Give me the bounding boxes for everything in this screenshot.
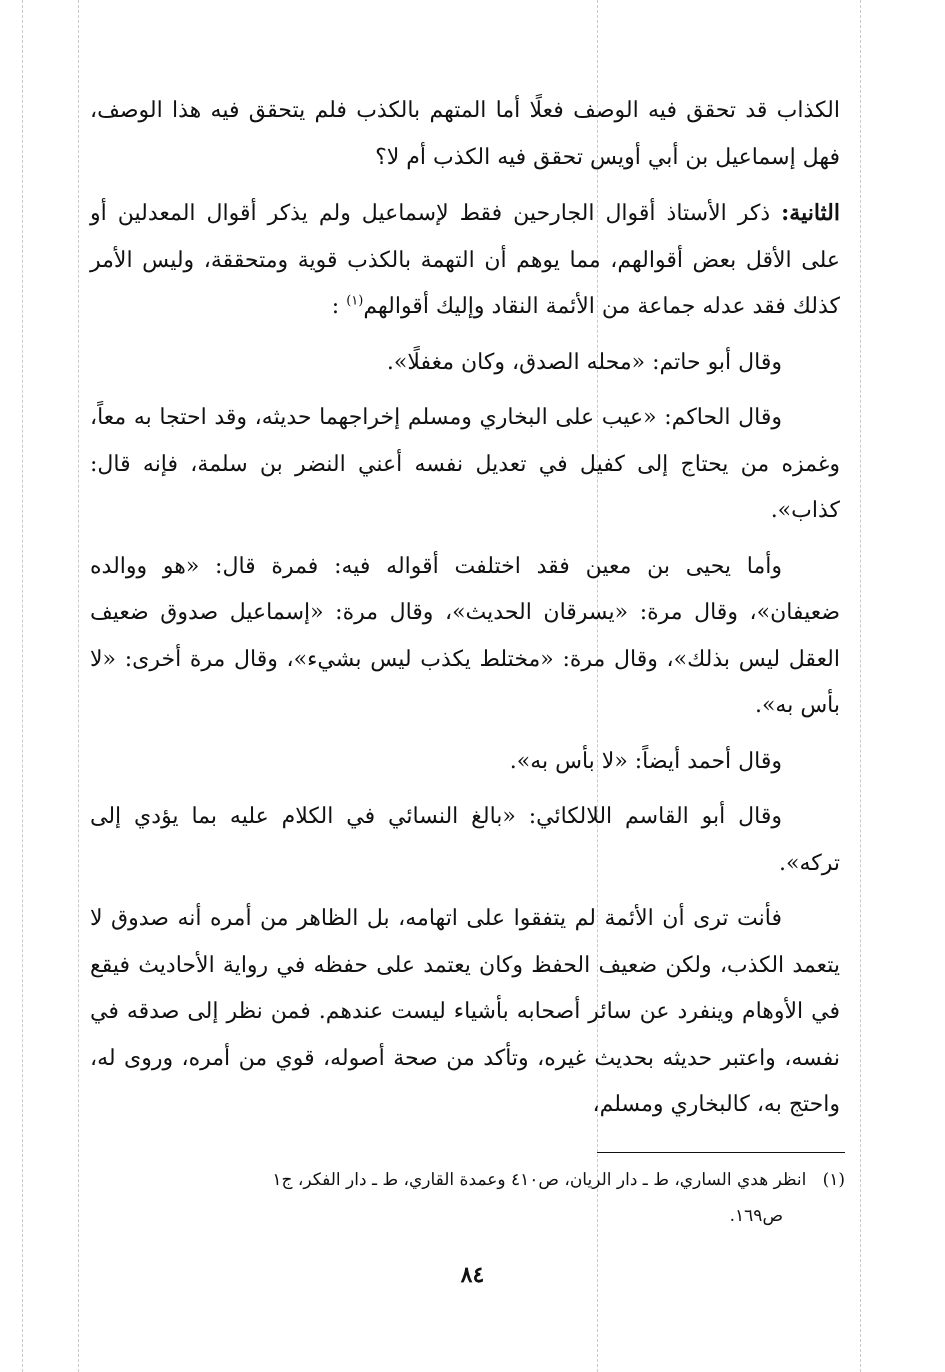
paragraph-ahmad: وقال أحمد أيضاً: «لا بأس به». (509, 748, 782, 774)
margin-guide (860, 0, 861, 1372)
footnote-marker: (١) (822, 1170, 845, 1190)
footnote-line-1: انظر هدي الساري، ط ـ دار الريان، ص٤١٠ وعمدة القاري، ط ـ دار الفكر، ج١ (272, 1170, 807, 1190)
footnote-line-2: ص١٦٩. (729, 1206, 783, 1226)
paragraph-abu-hatim: وقال أبو حاتم: «محله الصدق، وكان مغفلًا». (386, 349, 782, 375)
paragraph-1: الكذاب قد تحقق فيه الوصف فعلًا أما المتهم بالكذب فلم يتحقق فيه هذا الوصف، فهل إسماعيل بن أبي أويس تحقق فيه الكذب أم لا؟ (90, 98, 840, 170)
second-point-lead: الثانية: (781, 200, 840, 226)
margin-guide (22, 0, 23, 1372)
footnote-separator (597, 1152, 845, 1153)
footnote (90, 1162, 845, 1234)
footnote-reference[interactable]: (١) (346, 293, 364, 309)
second-point-text: ذكر الأستاذ أقوال الجارحين فقط لإسماعيل ولم يذكر أقوال المعدلين أو على الأقل بعض أقوالهم، مما يوهم أن التهمة بالكذب قوية ومتحققة، وليس الأمر كذلك فقد عدله جماعة من الأئمة النقاد وإليك أقوالهم (90, 201, 840, 319)
paragraph-second-point (90, 190, 840, 331)
page-number: ٨٤ (460, 1262, 485, 1288)
second-point-tail: : (331, 294, 340, 319)
main-text (90, 88, 840, 1138)
paragraph-ibn-main: وأما يحيى بن معين فقد اختلفت أقواله فيه: فمرة قال: «هو ووالده ضعيفان»، وقال مرة: «يسرقان الحديث»، وقال مرة: «إسماعيل صدوق ضعيف العقل ليس بذلك»، وقال مرة: «مختلط يكذب ليس بشيء»، وقال مرة أخرى: «لا بأس به». (90, 553, 840, 718)
paragraph-conclusion: فأنت ترى أن الأئمة لم يتفقوا على اتهامه، بل الظاهر من أمره أنه صدوق لا يتعمد الكذب، ولكن ضعيف الحفظ وكان يعتمد على حفظه في رواية الأحاديث فيقع في الأوهام وينفرد عن سائر أصحابه بأشياء ليست عندهم. فمن نظر إلى صدقه في نفسه، واعتبر حديثه بحديث غيره، وتأكد من صحة أصوله، قوي من أمره، وروى له، واحتج به، كالبخاري ومسلم، (90, 906, 840, 1117)
margin-guide (78, 0, 79, 1372)
paragraph-lalkai: وقال أبو القاسم اللالكائي: «بالغ النسائي في الكلام عليه بما يؤدي إلى تركه». (90, 804, 840, 876)
paragraph-hakim: وقال الحاكم: «عيب على البخاري ومسلم إخراجهما حديثه، وقد احتجا به معاً، وغمزه من يحتاج إلى كفيل في تعديل نفسه أعني النضر بن سلمة، فإنه قال: كذاب». (90, 405, 840, 523)
